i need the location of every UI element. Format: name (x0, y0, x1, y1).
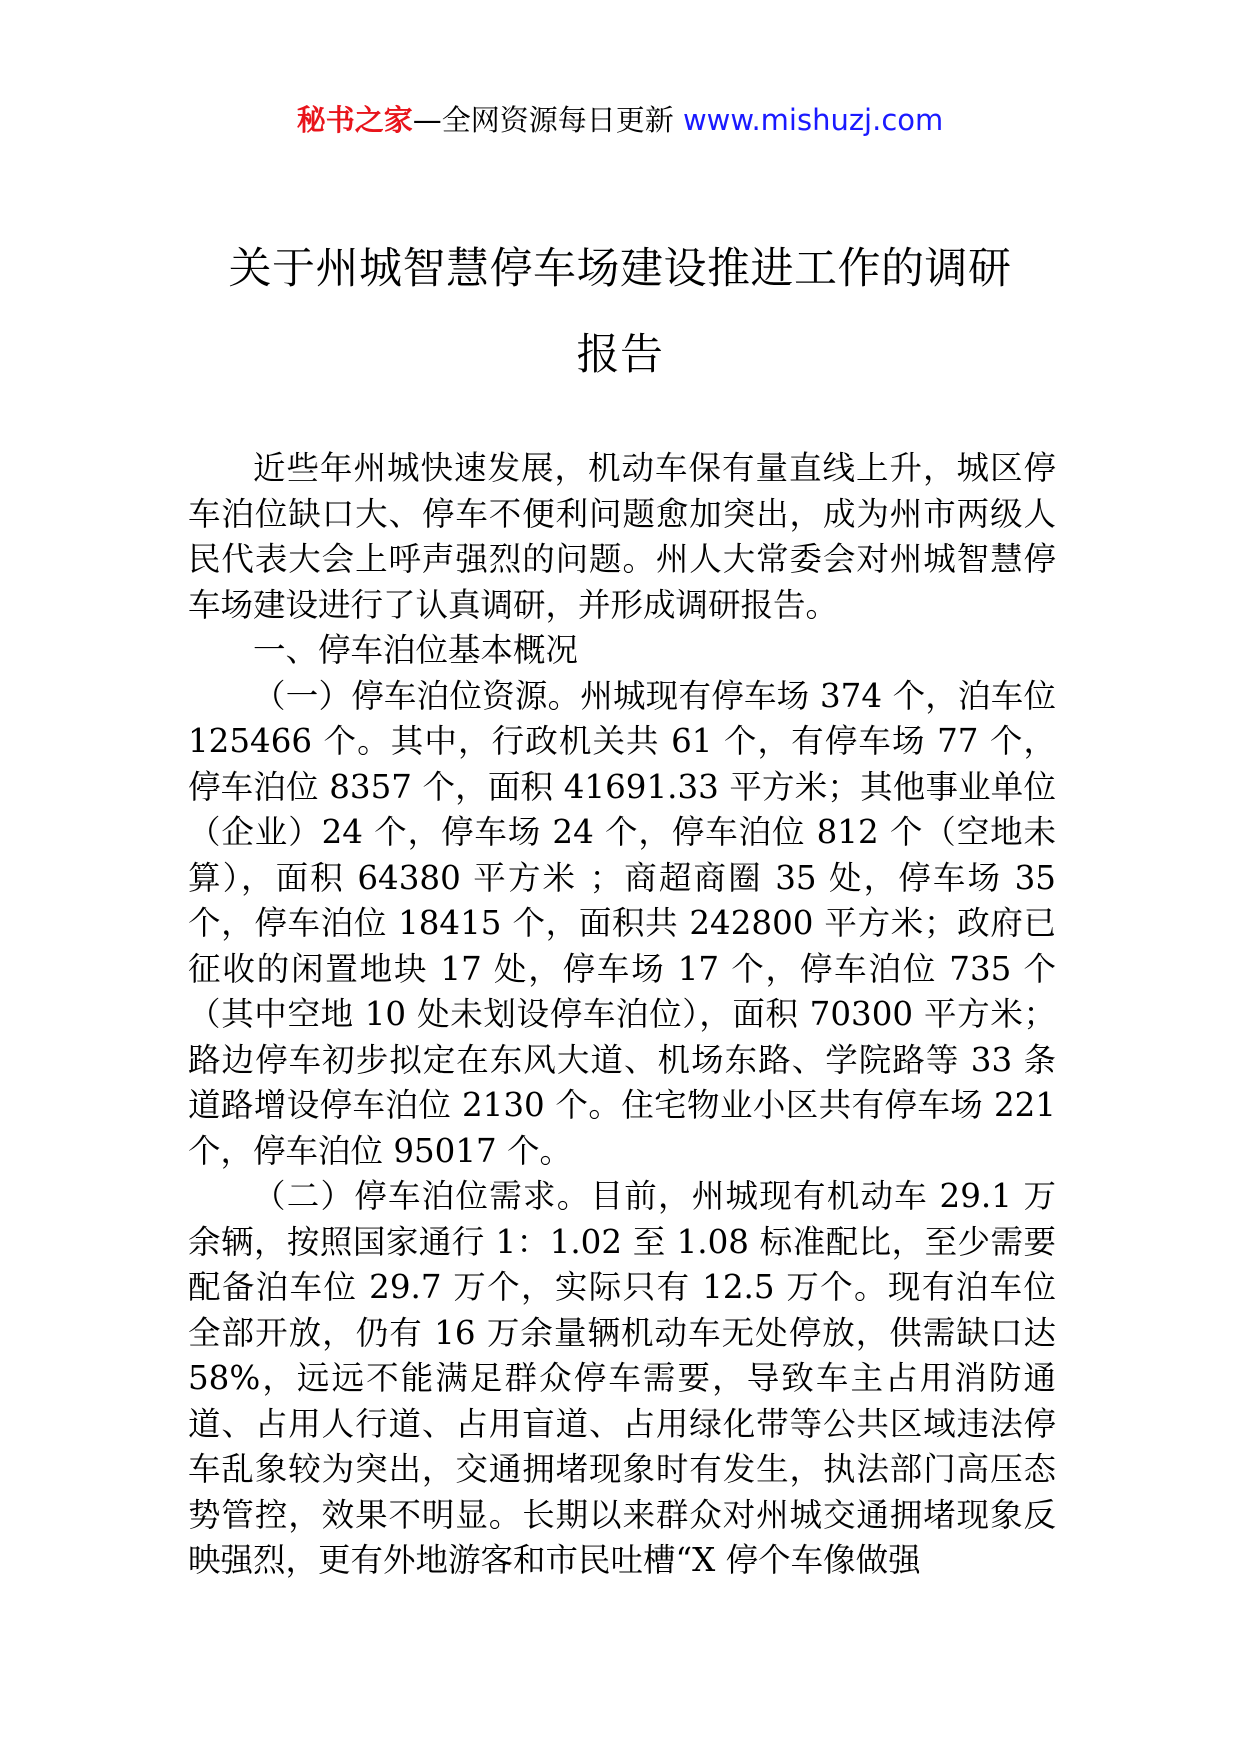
section-heading-overview: 一、停车泊位基本概况 (253, 631, 579, 669)
site-url-link[interactable]: www.mishuzj.com (682, 103, 944, 137)
document-body (188, 446, 1056, 1584)
document-title (160, 226, 1080, 398)
banner-tagline: —全网资源每日更新 (412, 103, 674, 137)
brand-name: 秘书之家 (296, 103, 413, 137)
paragraph-parking-demand: （二）停车泊位需求。目前，州城现有机动车 29.1 万余辆，按照国家通行 1：1.02 至 1.08 标准配比，至少需要配备泊车位 29.7 万个，实际只有 12.5 万个。现有泊车位全部开放，仍有 16 万余量辆机动车无处停放，供需缺口达 58%，远远不能满足群众停车需要，导致车主占用消防通道、占用人行道、占用盲道、占用绿化带等公共区域违法停车乱象较为突出，交通拥堵现象时有发生，执法部门高压态势管控，效果不明显。长期以来群众对州城交通拥堵现象反映强烈，更有外地游客和市民吐槽“X 停个车像做强 (188, 1177, 1056, 1579)
document-title-line-1: 关于州城智慧停车场建设推进工作的调研 (228, 244, 1012, 294)
intro-paragraph: 近些年州城快速发展，机动车保有量直线上升，城区停车泊位缺口大、停车不便利问题愈加突出，成为州市两级人民代表大会上呼声强烈的问题。州人大常委会对州城智慧停车场建设进行了认真调研，并形成调研报告。 (188, 449, 1056, 624)
site-banner (0, 100, 1240, 140)
paragraph-parking-resources: （一）停车泊位资源。州城现有停车场 374 个，泊车位 125466 个。其中，行政机关共 61 个，有停车场 77 个，停车泊位 8357 个，面积 41691.33 平方米；其他事业单位（企业）24 个，停车场 24 个，停车泊位 812 个（空地未算），面积 64380 平方米 ；商超商圈 35 处，停车场 35 个，停车泊位 18415 个，面积共 242800 平方米；政府已征收的闲置地块 17 处，停车场 17 个，停车泊位 735 个（其中空地 10 处未划设停车泊位），面积 70300 平方米；路边停车初步拟定在东风大道、机场东路、学院路等 33 条道路增设停车泊位 2130 个。住宅物业小区共有停车场 221 个，停车泊位 95017 个。 (188, 676, 1056, 1170)
document-title-line-2: 报告 (576, 330, 664, 380)
